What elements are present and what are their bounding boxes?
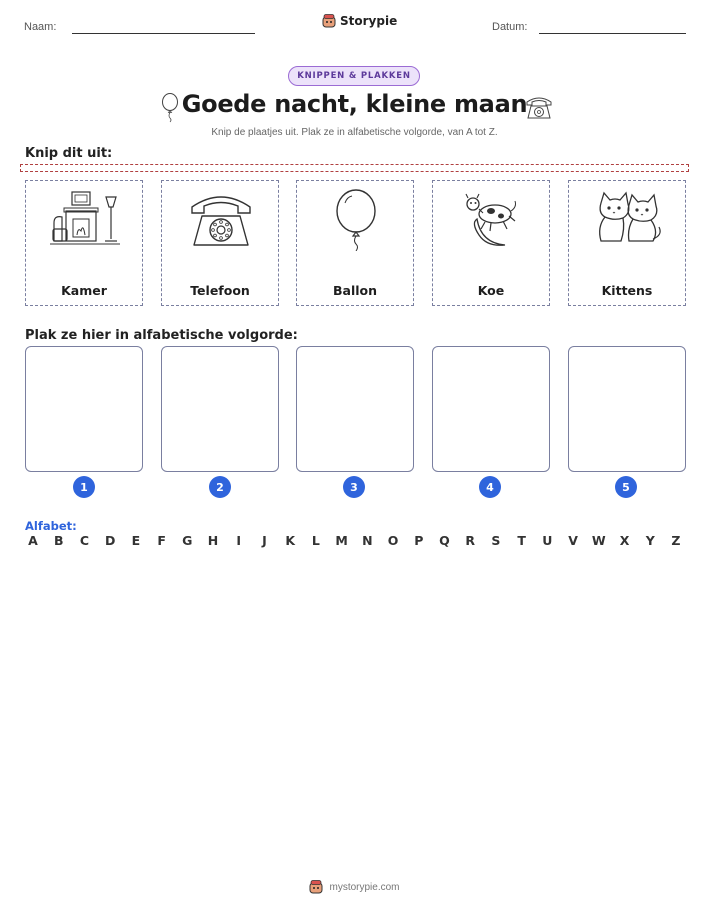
alphabet-letter: A	[28, 533, 38, 548]
paste-section-label: Plak ze hier in alfabetische volgorde:	[25, 328, 298, 343]
storypie-mascot-icon	[309, 880, 323, 894]
alphabet-letter: T	[517, 533, 526, 548]
room-icon	[50, 189, 120, 251]
card-telefoon[interactable]	[161, 180, 279, 306]
alphabet-row	[25, 533, 684, 548]
card-ballon[interactable]	[296, 180, 414, 306]
alphabet-letter: D	[104, 533, 116, 548]
alphabet-letter: L	[311, 533, 320, 548]
date-line[interactable]	[539, 33, 686, 34]
card-kittens[interactable]	[568, 180, 686, 306]
kittens-icon	[593, 189, 663, 251]
alphabet-letter: B	[53, 533, 64, 548]
alphabet-letter: M	[335, 533, 348, 548]
card-kamer[interactable]	[25, 180, 143, 306]
brand-logo	[322, 14, 397, 28]
alphabet-letter: Z	[671, 533, 681, 548]
card-label: Ballon	[332, 283, 378, 298]
slot-number-badge: 1	[73, 476, 95, 498]
page-title: Goede nacht, kleine maan	[181, 90, 528, 118]
slot-number-badge: 5	[615, 476, 637, 498]
cut-line[interactable]	[20, 164, 689, 172]
alphabet-letter: P	[414, 533, 424, 548]
paste-slot-4[interactable]	[432, 346, 550, 472]
card-label: Kamer	[61, 283, 107, 298]
paste-slot-1[interactable]	[25, 346, 143, 472]
card-label: Koe	[477, 283, 505, 298]
footer-url: mystorypie.com	[329, 881, 400, 893]
alphabet-letter: X	[619, 533, 630, 548]
alphabet-letter: K	[285, 533, 296, 548]
alphabet-letter: J	[262, 533, 267, 548]
brand-name: Storypie	[340, 14, 398, 28]
alphabet-title: Alfabet:	[25, 519, 77, 533]
alphabet-letter: F	[157, 533, 166, 548]
alphabet-letter: Y	[645, 533, 655, 548]
card-koe[interactable]	[432, 180, 550, 306]
instructions: Knip de plaatjes uit. Plak ze in alfabetische volgorde, van A tot Z.	[211, 127, 498, 138]
alphabet-letter: C	[79, 533, 90, 548]
cut-section-label: Knip dit uit:	[25, 146, 113, 161]
alphabet-letter: Q	[439, 533, 450, 548]
alphabet-letter: R	[465, 533, 476, 548]
alphabet-letter: W	[591, 533, 606, 548]
telephone-icon	[524, 94, 554, 120]
balloon-icon	[321, 189, 391, 251]
paste-slot-3[interactable]	[296, 346, 414, 472]
paste-slot-5[interactable]	[568, 346, 686, 472]
slot-number-badge: 3	[343, 476, 365, 498]
card-label: Kittens	[601, 283, 653, 298]
footer	[0, 880, 709, 894]
card-label: Telefoon	[190, 283, 250, 298]
alphabet-letter: S	[491, 533, 501, 548]
slot-number-badge: 4	[479, 476, 501, 498]
activity-tag: KNIPPEN & PLAKKEN	[288, 66, 420, 86]
storypie-mascot-icon	[322, 14, 336, 28]
alphabet-letter: U	[542, 533, 553, 548]
alphabet-letter: E	[131, 533, 141, 548]
name-line[interactable]	[72, 33, 255, 34]
alphabet-letter: G	[182, 533, 193, 548]
alphabet-letter: O	[387, 533, 399, 548]
date-label: Datum:	[492, 21, 528, 33]
alphabet-letter: V	[568, 533, 578, 548]
slot-number-badge: 2	[209, 476, 231, 498]
paste-slot-2[interactable]	[161, 346, 279, 472]
alphabet-letter: H	[207, 533, 219, 548]
name-label: Naam:	[24, 21, 57, 33]
cow-icon	[457, 189, 527, 251]
alphabet-letter: I	[236, 533, 242, 548]
alphabet-letter: N	[362, 533, 373, 548]
telephone-icon	[186, 189, 256, 251]
